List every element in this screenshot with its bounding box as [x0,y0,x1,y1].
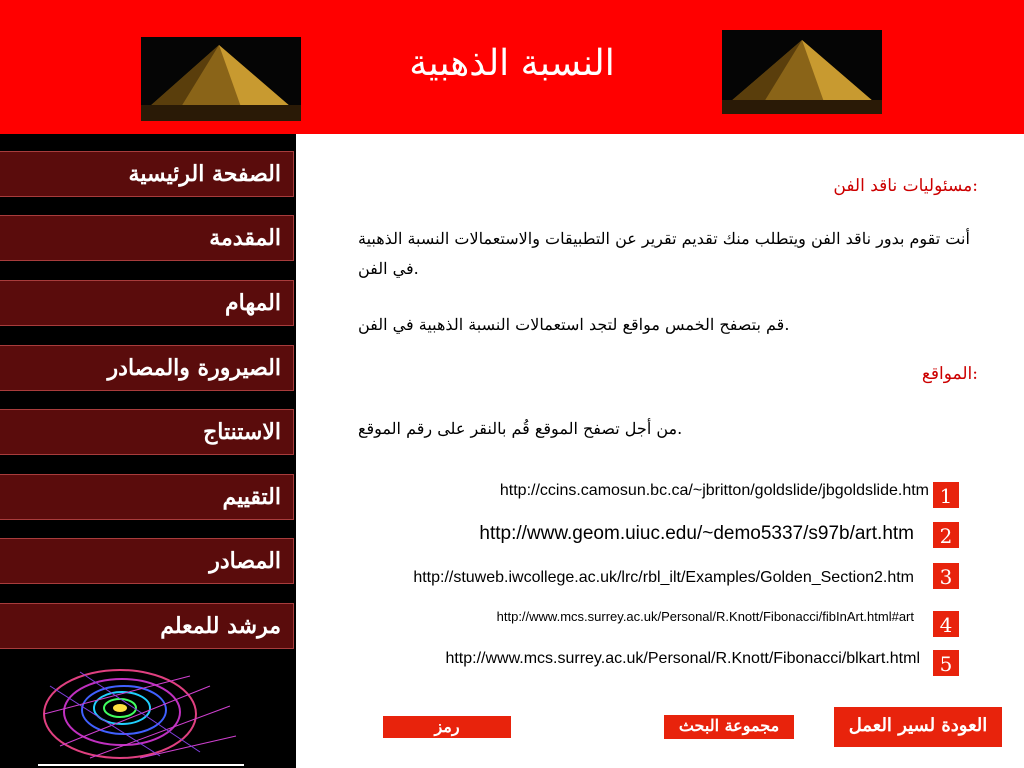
research-group-button[interactable]: مجموعة البحث [664,715,794,739]
nav-introduction[interactable]: المقدمة [0,215,294,261]
nav-evaluation[interactable]: التقييم [0,474,294,520]
back-to-process-button[interactable]: العودة لسير العمل [834,707,1002,747]
site-number-2[interactable]: 2 [931,520,961,550]
role-heading: مسئوليات ناقد الفن: [833,176,978,196]
role-paragraph: أنت تقوم بدور ناقد الفن ويتطلب منك تقديم تقرير عن التطبيقات والاستعمالات النسبة الذهبية في الفن. [358,229,970,278]
sites-heading: المواقع: [921,364,978,384]
site-link-5[interactable]: http://www.mcs.surrey.ac.uk/Personal/R.Knott/Fibonacci/blkart.html [445,650,920,667]
site-number-5[interactable]: 5 [931,648,961,678]
task-paragraph: قم بتصفح الخمس مواقع لتجد استعمالات النسبة الذهبية في الفن. [358,315,790,334]
sites-instruction: من أجل تصفح الموقع قُم بالنقر على رقم الموقع. [358,419,683,438]
nav-conclusion[interactable]: الاستنتاج [0,409,294,455]
pyramid-image-right [722,30,882,114]
site-link-2[interactable]: http://www.geom.uiuc.edu/~demo5337/s97b/art.htm [479,523,914,544]
header-banner [0,0,1024,134]
nav-sources[interactable]: المصادر [0,538,294,584]
nav-process-resources[interactable]: الصيرورة والمصادر [0,345,294,391]
nav-home[interactable]: الصفحة الرئيسية [0,151,294,197]
site-number-4[interactable]: 4 [931,609,961,639]
site-link-4[interactable]: http://www.mcs.surrey.ac.uk/Personal/R.Knott/Fibonacci/fibInArt.html#art [496,609,914,624]
nav-tasks[interactable]: المهام [0,280,294,326]
nav-teacher-guide[interactable]: مرشد للمعلم [0,603,294,649]
page-title: النسبة الذهبية [409,43,615,84]
golden-spiral-image [40,666,240,762]
symbol-button[interactable]: رمز [382,715,512,739]
divider [38,764,244,766]
site-link-1[interactable]: http://ccins.camosun.bc.ca/~jbritton/goldslide/jbgoldslide.htm [499,482,929,499]
site-link-3[interactable]: http://stuweb.iwcollege.ac.uk/lrc/rbl_ilt/Examples/Golden_Section2.htm [413,569,914,586]
site-number-1[interactable]: 1 [931,480,961,510]
site-number-3[interactable]: 3 [931,561,961,591]
